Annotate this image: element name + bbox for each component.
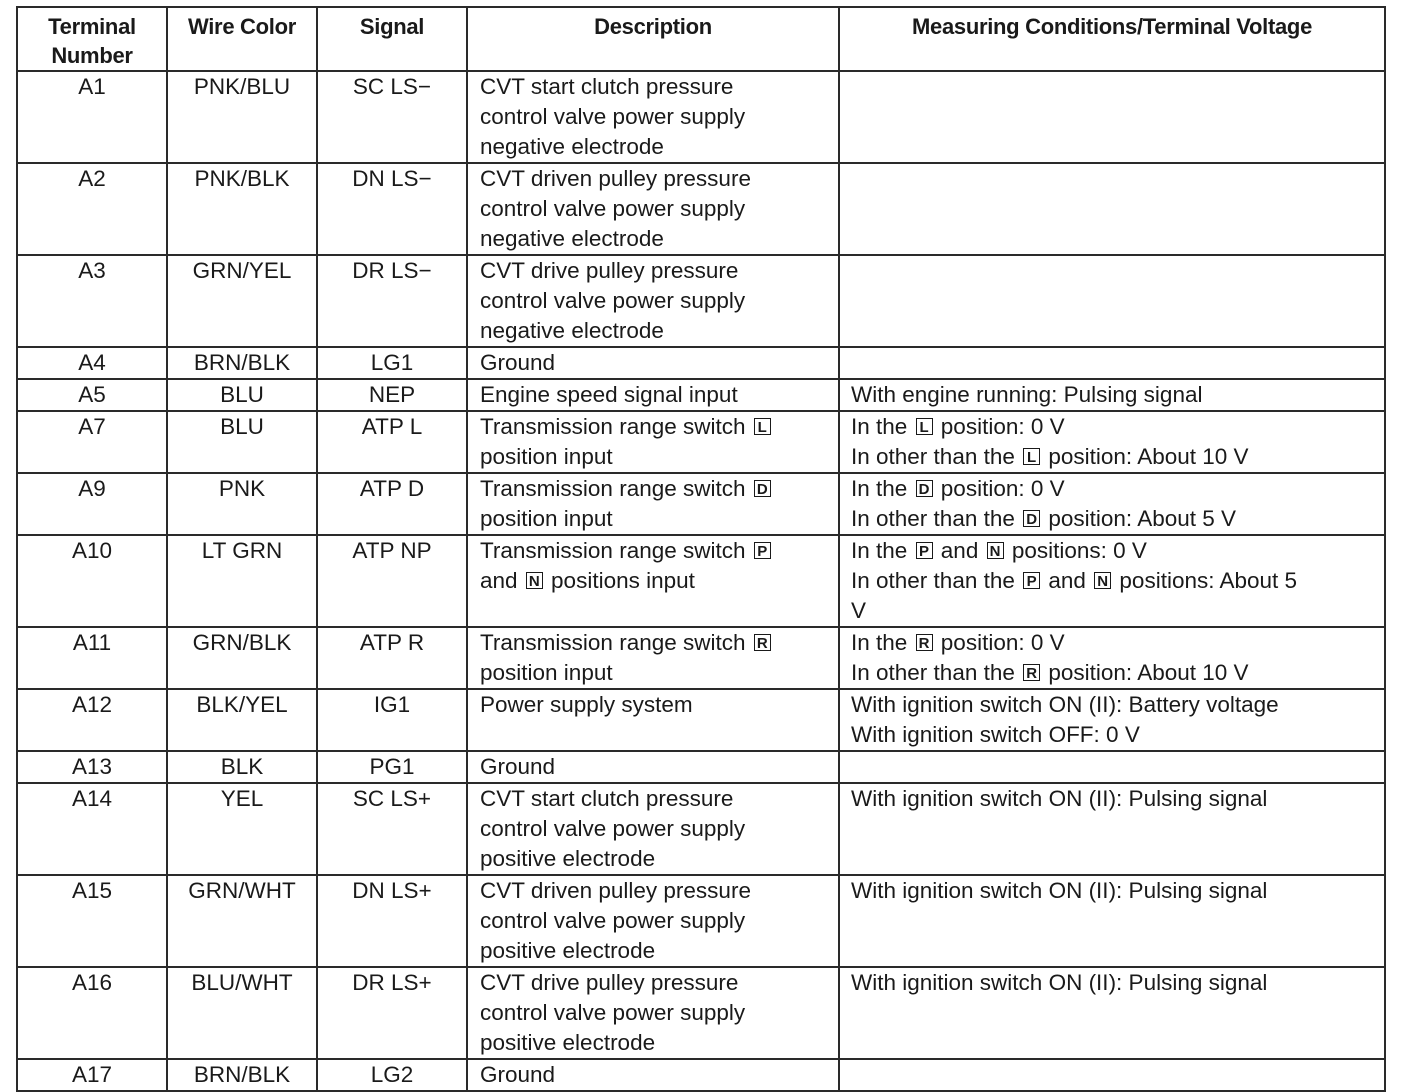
description-line: Transmission range switch L xyxy=(480,412,834,442)
measuring-conditions-cell xyxy=(839,751,1385,783)
wire-color-cell: BLU/WHT xyxy=(167,967,317,1059)
measuring-conditions-cell xyxy=(839,535,1385,627)
description-line: positive electrode xyxy=(480,938,656,963)
measuring-line: In the L position: 0 V xyxy=(851,414,1065,439)
wire-color-cell: BRN/BLK xyxy=(167,1059,317,1091)
measuring-conditions-cell xyxy=(839,379,1385,411)
terminal-number-cell: A14 xyxy=(17,783,167,875)
measuring-conditions-cell xyxy=(839,689,1385,751)
wire-color-cell: GRN/YEL xyxy=(167,255,317,347)
description-line: control valve power supply xyxy=(480,1000,746,1025)
description-cell xyxy=(467,347,839,379)
terminal-number-cell: A4 xyxy=(17,347,167,379)
wire-color-cell: LT GRN xyxy=(167,535,317,627)
measuring-conditions-cell xyxy=(839,347,1385,379)
terminal-number-cell: A3 xyxy=(17,255,167,347)
signal-cell: PG1 xyxy=(317,751,467,783)
measuring-line: In the R position: 0 V xyxy=(851,630,1065,655)
measuring-conditions-cell xyxy=(839,71,1385,163)
description-cell xyxy=(467,71,839,163)
description-cell xyxy=(467,1059,839,1091)
terminal-number-cell: A9 xyxy=(17,473,167,535)
header-signal: Signal xyxy=(317,7,467,71)
description-line: negative electrode xyxy=(480,134,664,159)
terminal-number-cell: A15 xyxy=(17,875,167,967)
description-cell xyxy=(467,535,839,627)
measuring-line: With engine running: Pulsing signal xyxy=(851,382,1203,407)
terminal-number-cell: A12 xyxy=(17,689,167,751)
description-line: CVT driven pulley pressure xyxy=(480,878,751,903)
table-row xyxy=(17,379,1385,411)
wire-color-cell: BLU xyxy=(167,411,317,473)
position-box-l: L xyxy=(1023,448,1040,465)
measuring-line: With ignition switch ON (II): Pulsing signal xyxy=(851,786,1268,811)
position-box-d: D xyxy=(916,480,933,497)
measuring-line: With ignition switch ON (II): Pulsing signal xyxy=(851,878,1268,903)
table-row xyxy=(17,627,1385,689)
wire-color-cell: PNK/BLK xyxy=(167,163,317,255)
wire-color-cell: YEL xyxy=(167,783,317,875)
measuring-line: With ignition switch ON (II): Battery voltage xyxy=(851,692,1279,717)
description-line: positive electrode xyxy=(480,846,656,871)
measuring-conditions-cell xyxy=(839,627,1385,689)
measuring-conditions-cell xyxy=(839,967,1385,1059)
position-box-r: R xyxy=(1023,664,1040,681)
description-line: CVT start clutch pressure xyxy=(480,786,734,811)
measuring-line: V xyxy=(851,598,867,623)
position-box-l: L xyxy=(754,418,771,435)
wire-color-cell: BLU xyxy=(167,379,317,411)
measuring-conditions-cell xyxy=(839,473,1385,535)
terminal-number-cell: A2 xyxy=(17,163,167,255)
position-box-n: N xyxy=(987,542,1004,559)
position-box-r: R xyxy=(754,634,771,651)
measuring-line: In other than the D position: About 5 V xyxy=(851,506,1237,531)
wire-color-cell: PNK xyxy=(167,473,317,535)
description-line: negative electrode xyxy=(480,318,664,343)
signal-cell: SC LS+ xyxy=(317,783,467,875)
header-measuring-conditions: Measuring Conditions/Terminal Voltage xyxy=(839,7,1385,71)
description-line: negative electrode xyxy=(480,226,664,251)
measuring-line: In the D position: 0 V xyxy=(851,476,1065,501)
table-row xyxy=(17,347,1385,379)
position-box-r: R xyxy=(916,634,933,651)
description-cell xyxy=(467,875,839,967)
terminal-number-cell: A16 xyxy=(17,967,167,1059)
table-row xyxy=(17,473,1385,535)
measuring-conditions-cell xyxy=(839,163,1385,255)
table-row xyxy=(17,1059,1385,1091)
description-line: Ground xyxy=(480,1062,556,1087)
wire-color-cell: GRN/WHT xyxy=(167,875,317,967)
description-cell xyxy=(467,379,839,411)
wire-color-cell: PNK/BLU xyxy=(167,71,317,163)
terminal-number-cell: A11 xyxy=(17,627,167,689)
signal-cell: IG1 xyxy=(317,689,467,751)
description-line: control valve power supply xyxy=(480,104,746,129)
table-body xyxy=(17,71,1385,1091)
description-cell xyxy=(467,751,839,783)
description-cell xyxy=(467,473,839,535)
terminal-number-cell: A1 xyxy=(17,71,167,163)
description-cell xyxy=(467,411,839,473)
header-description: Description xyxy=(467,7,839,71)
wire-color-cell: GRN/BLK xyxy=(167,627,317,689)
description-line: Ground xyxy=(480,350,556,375)
signal-cell: DR LS− xyxy=(317,255,467,347)
table-row xyxy=(17,255,1385,347)
measuring-conditions-cell xyxy=(839,411,1385,473)
description-line: Transmission range switch R xyxy=(480,628,834,658)
description-line: control valve power supply xyxy=(480,196,746,221)
table-row xyxy=(17,783,1385,875)
description-line: CVT drive pulley pressure xyxy=(480,258,739,283)
description-cell xyxy=(467,967,839,1059)
table-row xyxy=(17,71,1385,163)
measuring-conditions-cell xyxy=(839,875,1385,967)
description-line: Power supply system xyxy=(480,692,693,717)
description-line: Engine speed signal input xyxy=(480,382,738,407)
measuring-line: In other than the P and N positions: About 5 xyxy=(851,568,1298,593)
description-line: Transmission range switch P xyxy=(480,536,834,566)
description-line: control valve power supply xyxy=(480,908,746,933)
signal-cell: NEP xyxy=(317,379,467,411)
terminal-number-cell: A10 xyxy=(17,535,167,627)
position-box-p: P xyxy=(754,542,771,559)
description-line: CVT drive pulley pressure xyxy=(480,970,739,995)
table-row xyxy=(17,163,1385,255)
description-line: position input xyxy=(480,660,613,685)
header-wire-color: Wire Color xyxy=(167,7,317,71)
description-line: Transmission range switch D xyxy=(480,474,834,504)
measuring-conditions-cell xyxy=(839,783,1385,875)
table-row xyxy=(17,875,1385,967)
description-line: position input xyxy=(480,444,613,469)
header-row xyxy=(17,7,1385,71)
position-box-n: N xyxy=(526,572,543,589)
description-cell xyxy=(467,163,839,255)
signal-cell: DN LS− xyxy=(317,163,467,255)
wire-color-cell: BLK/YEL xyxy=(167,689,317,751)
description-cell xyxy=(467,255,839,347)
description-line: Ground xyxy=(480,754,556,779)
table-row xyxy=(17,535,1385,627)
wire-color-cell: BLK xyxy=(167,751,317,783)
description-line: position input xyxy=(480,506,613,531)
signal-cell: LG2 xyxy=(317,1059,467,1091)
table-row xyxy=(17,751,1385,783)
description-line: control valve power supply xyxy=(480,288,746,313)
signal-cell: SC LS− xyxy=(317,71,467,163)
measuring-line: In other than the L position: About 10 V xyxy=(851,444,1249,469)
table-row xyxy=(17,411,1385,473)
terminal-number-cell: A7 xyxy=(17,411,167,473)
description-cell xyxy=(467,783,839,875)
description-cell xyxy=(467,627,839,689)
description-line: control valve power supply xyxy=(480,816,746,841)
measuring-conditions-cell xyxy=(839,255,1385,347)
table-row xyxy=(17,967,1385,1059)
terminal-number-cell: A17 xyxy=(17,1059,167,1091)
table-row xyxy=(17,689,1385,751)
signal-cell: ATP R xyxy=(317,627,467,689)
signal-cell: ATP L xyxy=(317,411,467,473)
position-box-l: L xyxy=(916,418,933,435)
signal-cell: ATP D xyxy=(317,473,467,535)
terminal-number-cell: A13 xyxy=(17,751,167,783)
description-line: and N positions input xyxy=(480,568,695,593)
description-line: positive electrode xyxy=(480,1030,656,1055)
measuring-line: With ignition switch ON (II): Pulsing signal xyxy=(851,970,1268,995)
position-box-d: D xyxy=(1023,510,1040,527)
description-cell xyxy=(467,689,839,751)
terminal-number-cell: A5 xyxy=(17,379,167,411)
terminal-table xyxy=(16,6,1386,1092)
measuring-line: In other than the R position: About 10 V xyxy=(851,660,1249,685)
measuring-line: With ignition switch OFF: 0 V xyxy=(851,722,1140,747)
description-line: CVT driven pulley pressure xyxy=(480,166,751,191)
position-box-p: P xyxy=(1023,572,1040,589)
position-box-d: D xyxy=(754,480,771,497)
description-line: CVT start clutch pressure xyxy=(480,74,734,99)
measuring-line: In the P and N positions: 0 V xyxy=(851,538,1147,563)
position-box-p: P xyxy=(916,542,933,559)
signal-cell: DN LS+ xyxy=(317,875,467,967)
signal-cell: DR LS+ xyxy=(317,967,467,1059)
header-terminal-number: Terminal Number xyxy=(17,7,167,71)
signal-cell: LG1 xyxy=(317,347,467,379)
signal-cell: ATP NP xyxy=(317,535,467,627)
measuring-conditions-cell xyxy=(839,1059,1385,1091)
wire-color-cell: BRN/BLK xyxy=(167,347,317,379)
position-box-n: N xyxy=(1094,572,1111,589)
